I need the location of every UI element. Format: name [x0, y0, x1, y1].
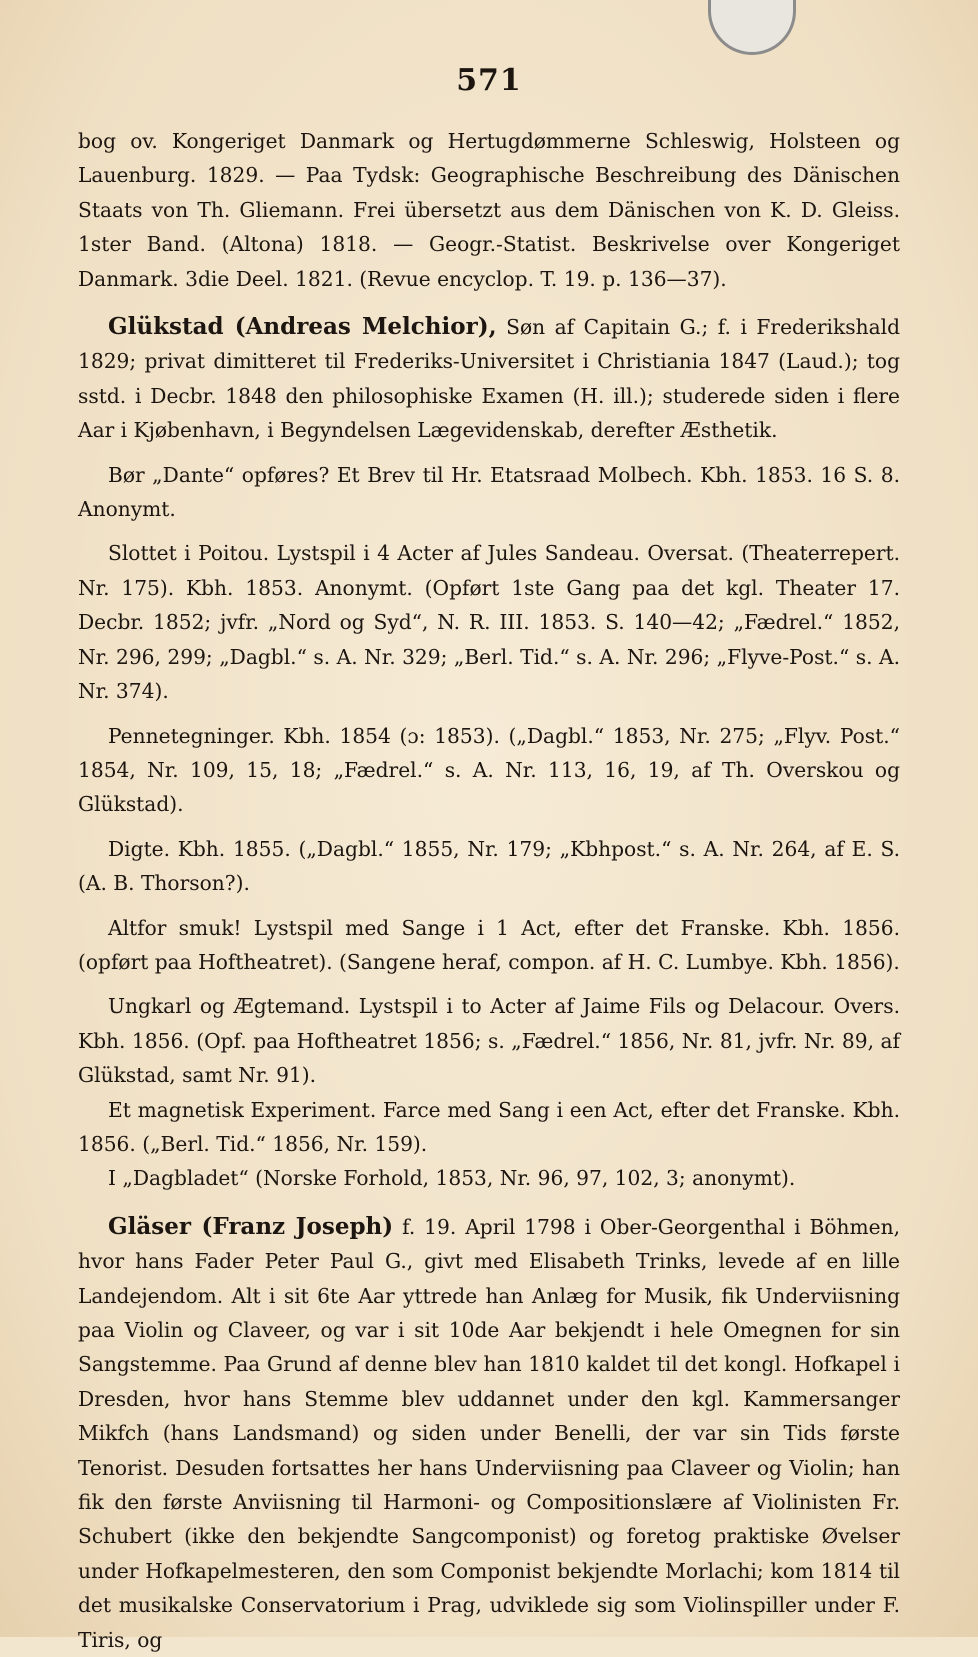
entry-glukstad: [78, 310, 900, 448]
work-dante: Bør „Dante“ opføres? Et Brev til Hr. Etatsraad Molbech. Kbh. 1853. 16 S. 8. Anonymt.: [78, 462, 900, 522]
work-dagbladet: I „Dagbladet“ (Norske Forhold, 1853, Nr. 96, 97, 102, 3; anonymt).: [108, 1166, 796, 1191]
work-altfor-smuk: Altfor smuk! Lystspil med Sange i 1 Act, efter det Franske. Kbh. 1856. (opført paa Hoftheatret). (Sangene heraf, compon. af H. C. Lumbye. Kbh. 1856).: [78, 915, 900, 974]
work-ungkarl-og-aegtemand: Ungkarl og Ægtemand. Lystspil i to Acter af Jaime Fils og Delacour. Overs. Kbh. 1856. (Opf. paa Hoftheatret 1856; s. „Fædrel.“ 1856, Nr. 81, jvfr. Nr. 89, af Glükstad, samt Nr. 91).: [78, 994, 900, 1088]
page-body-text: [78, 124, 900, 1657]
entry-headword-glukstad: Glükstad (Andreas Melchior),: [108, 313, 497, 341]
work-pennetegninger: Pennetegninger. Kbh. 1854 (ɔ: 1853). („Dagbl.“ 1853, Nr. 275; „Flyv. Post.“ 1854, Nr. 109, 15, 18; „Fædrel.“ s. A. Nr. 113, 16, 19, af Th. Overskou og Glükstad).: [78, 723, 900, 817]
paragraph-continuation: bog ov. Kongeriget Danmark og Hertugdømmerne Schleswig, Holsteen og Lauenburg. 1829. — Paa Tydsk: Geographische Beschreibung des Dänischen Staats von Th. Gliemann. Frei übersetzt aus dem Dänischen von K. D. Gleiss. 1ster Band. (Altona) 1818. — Geogr.-Statist. Beskrivelse over Kongeriget Danmark. 3die Deel. 1821. (Revue encyclop. T. 19. p. 136—37).: [78, 129, 900, 291]
page-tab-marker: [708, 0, 796, 55]
work-digte: Digte. Kbh. 1855. („Dagbl.“ 1855, Nr. 179; „Kbhpost.“ s. A. Nr. 264, af E. S. (A. B. Thorson?).: [78, 836, 900, 896]
entry-headword-glaser: Gläser (Franz Joseph): [108, 1212, 394, 1240]
page-number: 571: [456, 63, 522, 98]
entry-glaser: [78, 1210, 900, 1657]
entry-body-glukstad: Søn af Capitain G.; f. i Frederikshald 1829; privat dimitteret til Frederiks-Universitet i Christiania 1847 (Laud.); tog sstd. i Decbr. 1848 den philosophiske Examen (H. ill.); studerede siden i flere Aar i Kjøbenhavn, i Begyndelsen Lægevidenskab, derefter Æsthetik.: [78, 315, 901, 443]
entry-body-glaser: f. 19. April 1798 i Ober-Georgenthal i Böhmen, hvor hans Fader Peter Paul G., givt med Elisabeth Trinks, levede af en lille Landejendom. Alt i sit 6te Aar yttrede han Anlæg for Musik, fik Underviisning paa Violin og Claveer, og var i sit 10de Aar bekjendt i hele Omegnen for sin Sangstemme. Paa Grund af denne blev han 1810 kaldet til det kongl. Hofkapel i Dresden, hvor hans Stemme blev uddannet under den kgl. Kammersanger Mikfch (hans Landsmand) og siden under Benelli, der var sin Tids første Tenorist. Desuden fortsattes her hans Underviisning paa Claveer og Violin; han fik den første Anviisning til Harmoni- og Compositionslære af Violinisten Fr. Schubert (ikke den bekjendte Sangcomponist) og foretog praktiske Øvelser under Hofkapelmesteren, den som Componist bekjendte Morlachi; kom 1814 til det musikalske Conservatorium i Prag, udviklede sig som Violinspiller under F. Tiris, og: [78, 1214, 900, 1652]
work-et-magnetisk-experiment: Et magnetisk Experiment. Farce med Sang i een Act, efter det Franske. Kbh. 1856. („Berl. Tid.“ 1856, Nr. 159).: [78, 1097, 900, 1156]
work-slottet-i-poitou: Slottet i Poitou. Lystspil i 4 Acter af Jules Sandeau. Oversat. (Theaterrepert. Nr. 175). Kbh. 1853. Anonymt. (Opført 1ste Gang paa det kgl. Theater 17. Decbr. 1852; jvfr. „Nord og Syd“, N. R. III. 1853. S. 140—42; „Fædrel.“ 1852, Nr. 296, 299; „Dagbl.“ s. A. Nr. 329; „Berl. Tid.“ s. A. Nr. 296; „Flyve-Post.“ s. A. Nr. 374).: [78, 541, 900, 704]
